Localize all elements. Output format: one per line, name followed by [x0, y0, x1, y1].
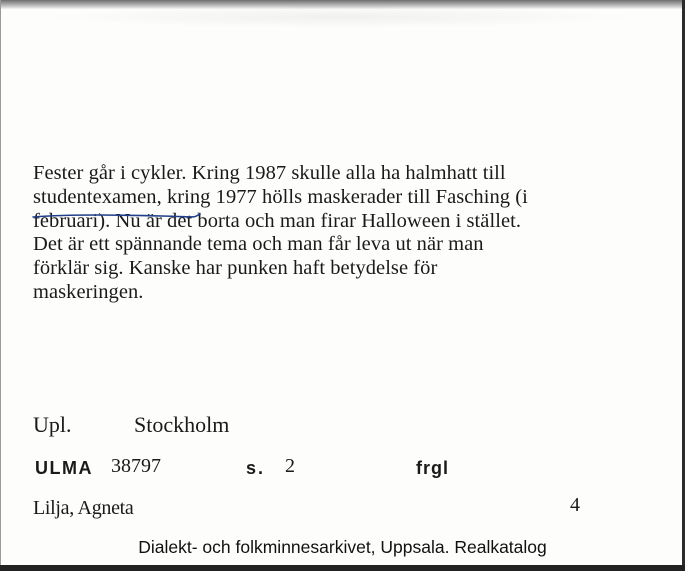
- archive-number: 38797: [111, 455, 161, 477]
- region-label: Upl.: [33, 412, 72, 437]
- pen-underline-mark: [32, 211, 202, 221]
- body-line: Det är ett spännande tema och man får leva ut när man: [33, 233, 484, 256]
- body-line: Fester går i cykler. Kring 1987 skulle alla ha halmhatt till: [33, 162, 506, 184]
- archive-label: ULMA: [35, 458, 93, 478]
- card-number: 4: [570, 494, 580, 516]
- page-label: s.: [246, 458, 266, 478]
- body-line: februari). Nu är det borta och man firar Halloween i stället.: [33, 209, 522, 232]
- archive-footer: Dialekt- och folkminnesarkivet, Uppsala. Realkatalog: [138, 537, 547, 557]
- place-label: Stockholm: [134, 412, 230, 437]
- body-line: studentexamen, kring 1977 hölls maskerader till Fasching (i: [33, 185, 528, 208]
- card-body-text: [33, 162, 653, 305]
- body-line: maskeringen.: [33, 280, 144, 303]
- scan-smudge: [40, 6, 640, 28]
- scan-bottom-edge: [0, 565, 685, 571]
- author-name: Lilja, Agneta: [33, 497, 134, 519]
- scan-left-edge: [0, 0, 1, 571]
- page-number: 2: [285, 455, 295, 477]
- body-line: förklär sig. Kanske har punken haft betydelse för: [33, 257, 438, 280]
- category-code: frgl: [416, 458, 449, 478]
